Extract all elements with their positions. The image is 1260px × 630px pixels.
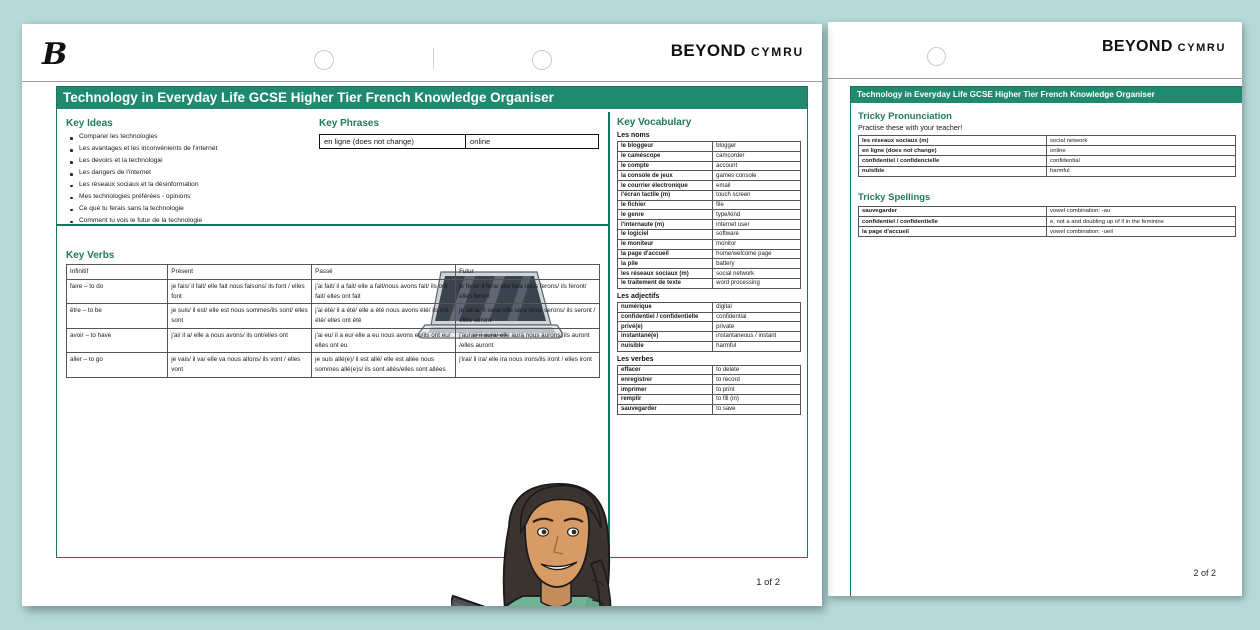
brand-logo-page-1 [671,41,804,61]
tricky-pronunciation-subtitle: Practise these with your teacher! [858,123,963,132]
vocabulary-french-cell: la pile [618,259,713,269]
key-phrase-english: online [470,137,491,146]
vocabulary-french-cell: privé(e) [618,322,713,332]
vocabulary-french-cell: le traitement de texte [618,278,713,288]
table-row [859,166,1236,176]
header-divider-tick [433,48,434,70]
tricky-spellings-table [858,206,1236,238]
table-row [618,332,801,342]
verb-conjugation-cell: je vais/ il va/ elle va nous allons/ ils vont / elles vont [168,353,312,378]
binder-ring-icon [927,47,946,66]
vocabulary-english-cell: to record [713,375,801,385]
vocabulary-table [617,302,801,352]
page-2-header-rule [828,78,1242,79]
verb-conjugation-cell: j'ai fait/ il a fait/ elle a fait/nous avons fait/ ils ont fait/ elles ont fait [312,279,456,304]
table-row [859,227,1236,237]
vocabulary-french-cell: la console de jeux [618,171,713,181]
table-row [618,385,801,395]
table-row [618,190,801,200]
vocabulary-english-cell: software [713,230,801,240]
vocabulary-french-cell: l'internaute (m) [618,220,713,230]
page-1-organiser [56,86,808,558]
key-ideas-list [66,133,306,224]
vocabulary-table [617,141,801,289]
verb-conjugation-cell: je suis/ il est/ elle est nous sommes/ils sont/ elles sont [168,304,312,329]
verb-conjugation-cell: je ferai/ il fera/ elle fera nous ferons/ ils feront/ elles feront [456,279,600,304]
vocabulary-french-cell: effacer [618,365,713,375]
table-row [618,142,801,152]
pronunciation-english-cell: harmful [1046,166,1235,176]
pronunciation-english-cell: confidential [1046,156,1235,166]
vocabulary-english-cell: monitor [713,239,801,249]
vocabulary-table [617,365,801,415]
key-idea-item: Les avantages et les inconvénients de l'internet [79,145,306,153]
pronunciation-french-cell: les réseaux sociaux (m) [859,136,1047,146]
vocabulary-english-cell: digital [713,302,801,312]
key-vocabulary-block [610,112,807,557]
table-row [618,181,801,191]
vocabulary-french-cell: le courrier électronique [618,181,713,191]
vocabulary-french-cell: instantané(e) [618,332,713,342]
table-row [618,312,801,322]
verb-infinitive-cell: aller – to go [67,353,168,378]
spelling-word-cell: la page d'accueil [859,227,1047,237]
beyond-logo-icon [42,37,72,72]
key-verbs-table [66,264,600,378]
vocabulary-english-cell: battery [713,259,801,269]
vocabulary-french-cell: le fichier [618,200,713,210]
page-2-sheet [828,22,1242,596]
table-row [859,146,1236,156]
logo-letter: B [42,37,68,72]
vocabulary-english-cell: home/welcome page [713,249,801,259]
vocabulary-group-label: Les adjectifs [617,292,660,300]
verb-infinitive-cell: faire – to do [67,279,168,304]
spelling-word-cell: sauvegarder [859,206,1047,216]
table-row [618,394,801,404]
vocabulary-english-cell: internet user [713,220,801,230]
spelling-word-cell: confidentiel / confidentielle [859,216,1047,226]
vocabulary-english-cell: camcorder [713,151,801,161]
vocabulary-english-cell: to print [713,385,801,395]
vocabulary-english-cell: harmful [713,341,801,351]
key-idea-item: Mes technologies préférées - opinions [79,193,306,201]
vocabulary-french-cell: imprimer [618,385,713,395]
key-phrase-french: en ligne (does not change) [320,135,466,148]
brand-logo-page-2 [1102,38,1226,56]
vocabulary-french-cell: nuisible [618,341,713,351]
key-verbs-column-header: Futur [456,265,600,280]
key-verbs-column-header: Infinitif [67,265,168,280]
key-phrases-block [319,118,599,149]
vocabulary-english-cell: to delete [713,365,801,375]
page-2-organiser [850,86,1242,596]
verb-infinitive-cell: avoir – to have [67,328,168,353]
binder-ring-icon-2 [532,50,552,70]
page-1-header-rule [22,81,822,82]
table-row [618,322,801,332]
verb-conjugation-cell: je serai/ il sera/ elle sera nous serons/ ils seront / elles seront [456,304,600,329]
vocabulary-english-cell: confidential [713,312,801,322]
pronunciation-english-cell: online [1046,146,1235,156]
table-row [618,151,801,161]
pronunciation-french-cell: confidentiel / confidencielle [859,156,1047,166]
key-verbs-column-header: Présent [168,265,312,280]
vocabulary-french-cell: le moniteur [618,239,713,249]
verb-infinitive-cell: être – to be [67,304,168,329]
table-row [618,220,801,230]
spelling-note-cell: vowel combination: -au [1046,206,1235,216]
vocabulary-english-cell: type/kind [713,210,801,220]
key-idea-item: Les dangers de l'internet [79,169,306,177]
table-row [618,365,801,375]
vocabulary-french-cell: la page d'accueil [618,249,713,259]
pronunciation-french-cell: nuisible [859,166,1047,176]
page-1-footer: 1 of 2 [756,577,780,588]
table-row [67,279,600,304]
table-row [859,156,1236,166]
binder-ring-icon-1 [314,50,334,70]
vocabulary-english-cell: to save [713,404,801,414]
key-verbs-block [66,250,600,378]
pronunciation-french-cell: en ligne (does not change) [859,146,1047,156]
vocabulary-french-cell: les réseaux sociaux (m) [618,269,713,279]
tricky-pronunciation-heading: Tricky Pronunciation [858,111,952,122]
verb-conjugation-cell: j'ai/ il a/ elle a nous avons/ ils ont/elles ont [168,328,312,353]
brand-sub: CYMRU [751,45,804,59]
table-row [618,239,801,249]
vocabulary-english-cell: file [713,200,801,210]
vocabulary-english-cell: to fill (in) [713,394,801,404]
key-idea-item: Comparer les technologies [79,133,306,141]
page-1-left-column [57,112,609,557]
tricky-pronunciation-table [858,135,1236,177]
vocabulary-english-cell: email [713,181,801,191]
key-phrases-heading: Key Phrases [319,118,380,129]
verb-conjugation-cell: j'ai été/ il a été/ elle a été nous avons été/ ils ont été/ elles ont été [312,304,456,329]
vocabulary-english-cell: blogger [713,142,801,152]
verb-conjugation-cell: j'irai/ il ira/ elle ira nous irons/ils iront / elles iront [456,353,600,378]
vocabulary-english-cell: private [713,322,801,332]
vocabulary-french-cell: confidentiel / confidentielle [618,312,713,322]
table-row [618,259,801,269]
table-header-row [67,265,600,280]
vocabulary-french-cell: le logiciel [618,230,713,240]
verb-conjugation-cell: j'ai eu/ il a eu/ elle a eu nous avons eu/ils ont eu/ elles ont eu [312,328,456,353]
vocabulary-french-cell: sauvegarder [618,404,713,414]
page-2-body [840,86,1232,586]
brand-sub: CYMRU [1177,42,1226,54]
table-row [618,302,801,312]
table-row [618,210,801,220]
brand-name: BEYOND [1101,38,1173,55]
table-row [618,230,801,240]
table-row [67,353,600,378]
key-ideas-block [66,118,306,229]
vocabulary-french-cell: numérique [618,302,713,312]
table-row [618,375,801,385]
vocabulary-french-cell: l'écran tactile (m) [618,190,713,200]
page-2-title: Technology in Everyday Life GCSE Higher Tier French Knowledge Organiser [851,87,1242,103]
table-row [618,171,801,181]
key-idea-item: Les devoirs et la technologie [79,157,306,165]
verb-conjugation-cell: je fais/ il fait/ elle fait nous faisons/ ils font / elles font [168,279,312,304]
vocabulary-french-cell: enregistrer [618,375,713,385]
table-row [618,161,801,171]
page-2-footer: 2 of 2 [1193,568,1216,578]
key-idea-item: Les réseaux sociaux et la désinformation [79,181,306,189]
key-vocabulary-heading: Key Vocabulary [617,117,692,128]
brand-name: BEYOND [670,41,746,60]
vocabulary-english-cell: social network [713,269,801,279]
key-vocabulary-groups [617,132,801,415]
table-row [618,200,801,210]
vocabulary-english-cell: instantaneous / instant [713,332,801,342]
vocabulary-english-cell: touch screen [713,190,801,200]
table-row [618,404,801,414]
key-verbs-column-header: Passé [312,265,456,280]
pronunciation-english-cell: social network [1046,136,1235,146]
key-ideas-heading: Key Ideas [66,118,113,129]
table-row [618,341,801,351]
vocabulary-french-cell: le compte [618,161,713,171]
spelling-note-cell: vowel combination: -ueil [1046,227,1235,237]
vocabulary-french-cell: le caméscope [618,151,713,161]
verb-conjugation-cell: je suis allé(e)/ il est allé/ elle est allée nous sommes allé(e)s/ ils sont allés/elles sont allées [312,353,456,378]
table-row [618,269,801,279]
spelling-note-cell: e, not a and doubling up of ll in the feminine [1046,216,1235,226]
tricky-spellings-heading: Tricky Spellings [858,191,931,203]
key-idea-item: Comment tu vois le futur de la technologie [79,217,306,225]
page-2-content [851,103,1242,237]
vocabulary-group-label: Les noms [617,132,650,139]
vocabulary-english-cell: account [713,161,801,171]
key-verbs-heading: Key Verbs [66,250,115,261]
page-1-title: Technology in Everyday Life GCSE Higher Tier French Knowledge Organiser [57,87,807,109]
vocabulary-english-cell: word processing [713,278,801,288]
table-row [618,278,801,288]
table-row [859,206,1236,216]
vocabulary-french-cell: le genre [618,210,713,220]
key-phrases-row [319,134,599,149]
page-1-sheet [22,24,822,606]
vocabulary-english-cell: games console [713,171,801,181]
verb-conjugation-cell: j'aurai/ il aura/ elle aura nous aurons/ ils auront /elles auront [456,328,600,353]
table-row [67,328,600,353]
key-idea-item: Ce que tu ferais sans la technologie [79,205,306,213]
vocabulary-french-cell: remplir [618,394,713,404]
vocabulary-group-label: Les verbes [617,355,654,363]
table-row [67,304,600,329]
table-row [618,249,801,259]
table-row [859,216,1236,226]
table-row [859,136,1236,146]
vocabulary-french-cell: le bloggeur [618,142,713,152]
